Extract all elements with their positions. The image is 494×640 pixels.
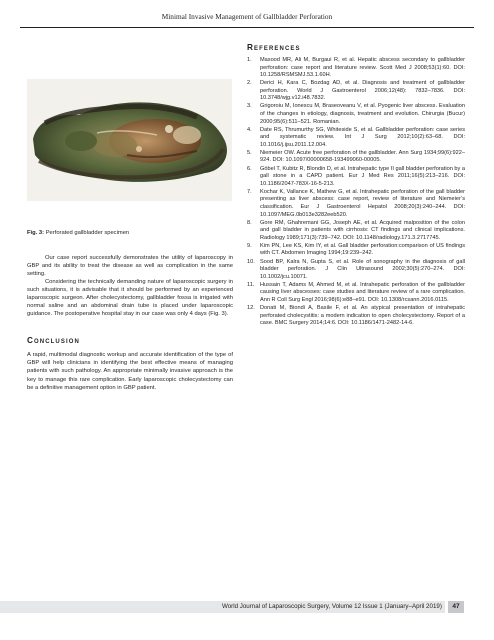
reference-text: Derici H, Kara C, Bozdag AD, et al. Diagnosis and treatment of gallbladder perforation. World J Gastroenterol 2006;12(48): 7832–7836. DOI: 10.3748/wjg.v12.i48.7832. <box>260 80 465 102</box>
page-number: 47 <box>448 601 464 613</box>
reference-text: Niemeier OW. Acute free perforation of the gallbladder. Ann Surg 1934;99(6):922–924. DOI: 10.1097/00000658-193499060-00005. <box>260 149 465 164</box>
reference-item <box>247 127 465 150</box>
reference-item <box>247 57 465 80</box>
figure-caption <box>27 230 232 237</box>
reference-text: Date RS, Thrumurthy SG, Whiteside S, et al. Gallbladder perforation: case series and systematic review. Int J Surg 2012;10(2):63–68. DOI: 10.1016/j.ijsu.2011.12.004. <box>260 126 465 148</box>
references-heading: References <box>247 43 301 52</box>
reference-item <box>247 80 465 103</box>
body-paragraph-2: Considering the technically demanding nature of laparoscopic surgery in such situations, it is advisable that it should be performed by an experienced laparoscopic surgeon. After cholecystectomy, gallbladder fossa is irrigated with normal saline and an abdominal drain tube is placed under laparoscopic guidance. The postoperative hospital stay in our case was only 4 days (Fig. 3). <box>27 279 233 318</box>
reference-text: Göbel T, Kubitz R, Blondin D, et al. Intrahepatic type II gall bladder perforation by a gall stone in a CAPD patient. Eur J Med Res 2011;16(5):213–216. DOI: 10.1186/2047-783X-16-5-213. <box>260 165 465 187</box>
reference-number: 8. <box>247 219 252 226</box>
reference-item <box>247 189 465 219</box>
reference-text: Grigoroiu M, Ionescu M, Braseoveanu V, et al. Pyogenic liver abscess. Evaluation of the changes in etiology, diagnosis, treatment and evolution. Chirurgia (Bucur) 2000;95(6):511–521. Romanian. <box>260 103 465 125</box>
reference-text: Donati M, Biondi A, Basile F, et al. An atypical presentation of intrahepatic perforated cholecystitis: a modern indication to open cholecystectomy. Report of a case. BMC Surgery 2014;14:6. DOI: 10.1186/1471-2482-14-6. <box>260 305 465 327</box>
reference-item <box>247 150 465 165</box>
reference-number: 11. <box>247 281 255 288</box>
body-text-column <box>27 254 233 392</box>
footer-journal: World Journal of Laparoscopic Surgery, Volume 12 Issue 1 (January–April 2019) <box>222 603 442 610</box>
body-paragraph-1: Our case report successfully demonstrates the utility of laparoscopy in GBP and its ability to treat the disease as well as complication in the same setting. <box>27 255 233 278</box>
reference-number: 5. <box>247 149 252 156</box>
reference-text: Sood BP, Kalra N, Gupta S, et al. Role of sonography in the diagnosis of gall bladder perforation. J Clin Ultrasound 2002;30(5):270–274. DOI: 10.1002/jcu.10071. <box>260 258 465 280</box>
running-head: Minimal Invasive Management of Gallbladder Perforation <box>161 12 333 21</box>
reference-number: 2. <box>247 80 252 87</box>
reference-item <box>247 282 465 305</box>
header-rule <box>20 27 474 28</box>
conclusion-text: A rapid, multimodal diagnostic workup and accurate identification of the type of GBP will help clinicians in identifying the best effective means of managing patients with such pathology. An appropriate minimally invasive approach is the key to manage this rare complication. Early laparoscopic cholecystectomy can be a definitive management option in GBP patient. <box>27 352 233 391</box>
reference-number: 12. <box>247 305 255 312</box>
reference-number: 7. <box>247 188 252 195</box>
reference-number: 4. <box>247 126 252 133</box>
conclusion-heading: Conclusion <box>27 336 80 346</box>
reference-number: 9. <box>247 242 252 249</box>
reference-number: 6. <box>247 165 252 172</box>
reference-text: Kochar K, Vallance K, Mathew G, et al. Intrahepatic perforation of the gall bladder presenting as liver abscess: case report, review of literature and Niemeier’s classification. Eur J Gastroenterol Hepatol 2008;20(3):240–244. DOI: 10.1097/MEG.0b013e3282eeb520. <box>260 188 465 218</box>
reference-text: Gore RM, Ghahremani GG, Joseph AE, et al. Acquired malposition of the colon and gall bladder in patients with cirrhosis: CT findings and clinical implications. Radiology 1989;171(3):739–742. DOI: 10.1148/radiology.171.3.2717745. <box>260 219 465 241</box>
reference-item <box>247 220 465 243</box>
reference-list <box>247 57 465 328</box>
specimen-photo <box>27 51 232 225</box>
reference-item <box>247 103 465 126</box>
figure-caption-text: Perforated gallbladder specimen <box>44 230 130 236</box>
reference-text: Kim PN, Lee KS, Kim IY, et al. Gall bladder perforation:comparison of US findings with CT. Abdomen Imaging 1994;19:239–242. <box>260 242 465 257</box>
reference-number: 10. <box>247 258 255 265</box>
reference-text: Hussain T, Adams M, Ahmed M, et al. Intrahepatic perforation of the gallbladder causing liver abscesses: case studies and literature review of a rare complication. Ann R Coll Surg Engl 2016;98(6):e88–e91. DOI: 10.1308/rcsann.2016.0115. <box>260 281 465 303</box>
reference-item <box>247 166 465 189</box>
figure-label: Fig. 3: <box>27 230 45 236</box>
reference-text: Masood MR, Ali M, Burgaui R, et al. Hepatic abscess secondary to gallbladder perforation: case report and literature review. Scott Med J 2008;53(1):60. DOI: 10.1258/RSMSMJ.53.1.60H. <box>260 57 465 79</box>
reference-item <box>247 305 465 328</box>
reference-item <box>247 243 465 258</box>
reference-number: 3. <box>247 103 252 110</box>
reference-number: 1. <box>247 57 252 63</box>
reference-item <box>247 259 465 282</box>
